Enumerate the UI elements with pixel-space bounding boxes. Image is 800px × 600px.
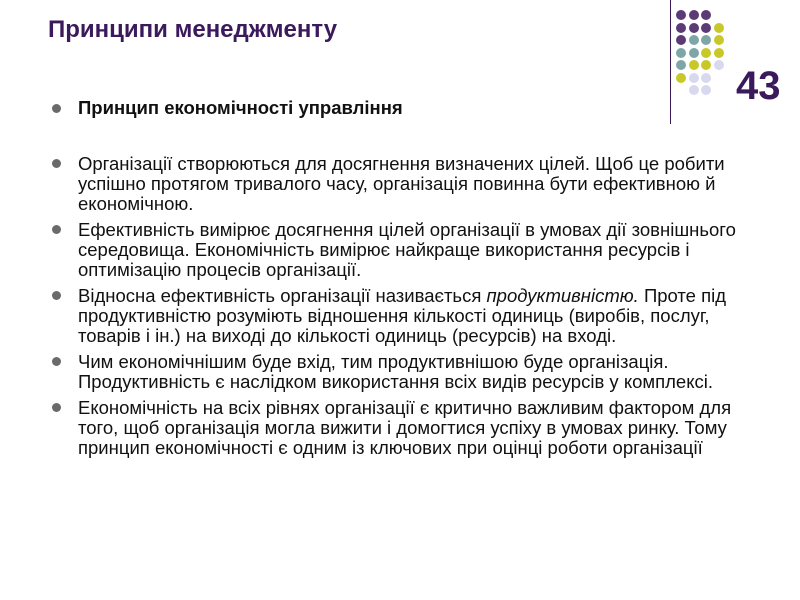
decorative-dot xyxy=(689,48,699,58)
bullet-item-2 xyxy=(50,220,750,280)
bullet-text: Економічність на всіх рівнях організації є критично важливим фактором для того, щоб організація могла вижити і домогтися успіху в умовах ринку. Тому принцип економічності є одним із ключових при оцінці роботи організації xyxy=(78,397,732,458)
bullet-heading xyxy=(50,98,750,118)
decorative-dot xyxy=(714,35,724,45)
bullet-dot-icon xyxy=(52,357,61,366)
decorative-dot xyxy=(689,35,699,45)
bullet-dot-icon xyxy=(52,403,61,412)
bullet-text: Чим економічнішим буде вхід, тим продуктивнішою буде організація. Продуктивність є наслідком використання всіх видів ресурсів у комплексі. xyxy=(78,351,714,392)
bullet-text: Організації створюються для досягнення визначених цілей. Щоб це робити успішно протягом тривалого часу, організація повинна бути ефективною й економічною. xyxy=(78,153,725,214)
decorative-dot xyxy=(689,73,699,83)
bullet-item-1 xyxy=(50,154,750,214)
decorative-dot xyxy=(701,35,711,45)
page-number: 43 xyxy=(736,64,781,108)
decorative-dot xyxy=(689,60,699,70)
bullet-text-start: Відносна ефективність організації називається xyxy=(78,285,487,306)
bullet-item-5 xyxy=(50,398,750,458)
decorative-dot xyxy=(689,10,699,20)
bullet-dot-icon xyxy=(52,225,61,234)
decorative-dot xyxy=(714,23,724,33)
decorative-dot xyxy=(676,23,686,33)
decorative-dot xyxy=(676,73,686,83)
decorative-dot xyxy=(714,60,724,70)
slide-body xyxy=(50,98,750,464)
decorative-dot xyxy=(701,60,711,70)
bullet-dot-icon xyxy=(52,291,61,300)
emphasized-term: продуктивністю. xyxy=(486,285,639,306)
decorative-dot xyxy=(714,48,724,58)
decorative-dot xyxy=(701,10,711,20)
decorative-dot xyxy=(701,48,711,58)
decorative-dot xyxy=(701,85,711,95)
slide-title: Принципи менеджменту xyxy=(48,16,338,43)
decorative-dot xyxy=(676,35,686,45)
decorative-dot xyxy=(701,73,711,83)
bullet-dot-icon xyxy=(52,104,61,113)
heading-text: Принцип економічності управління xyxy=(78,97,403,118)
bullet-item-3 xyxy=(50,286,750,346)
decorative-dot xyxy=(676,10,686,20)
bullet-item-4 xyxy=(50,352,750,392)
decorative-dot xyxy=(676,48,686,58)
decorative-dot xyxy=(689,23,699,33)
bullet-dot-icon xyxy=(52,159,61,168)
decorative-dot xyxy=(701,23,711,33)
decorative-dot xyxy=(689,85,699,95)
decorative-dot xyxy=(676,60,686,70)
bullet-text: Ефективність вимірює досягнення цілей організації в умовах дії зовнішнього середовища. Економічність вимірює найкраще використання ресурсів і оптимізацію процесів організації. xyxy=(78,219,736,280)
bullet-text-end: Проте під продуктивністю розуміють відношення кількості одиниць (виробів, послуг, товарів і ін.) на виході до кількості одиниць (ресурсів) на вході. xyxy=(78,285,727,346)
decorative-dot-grid xyxy=(676,10,742,106)
